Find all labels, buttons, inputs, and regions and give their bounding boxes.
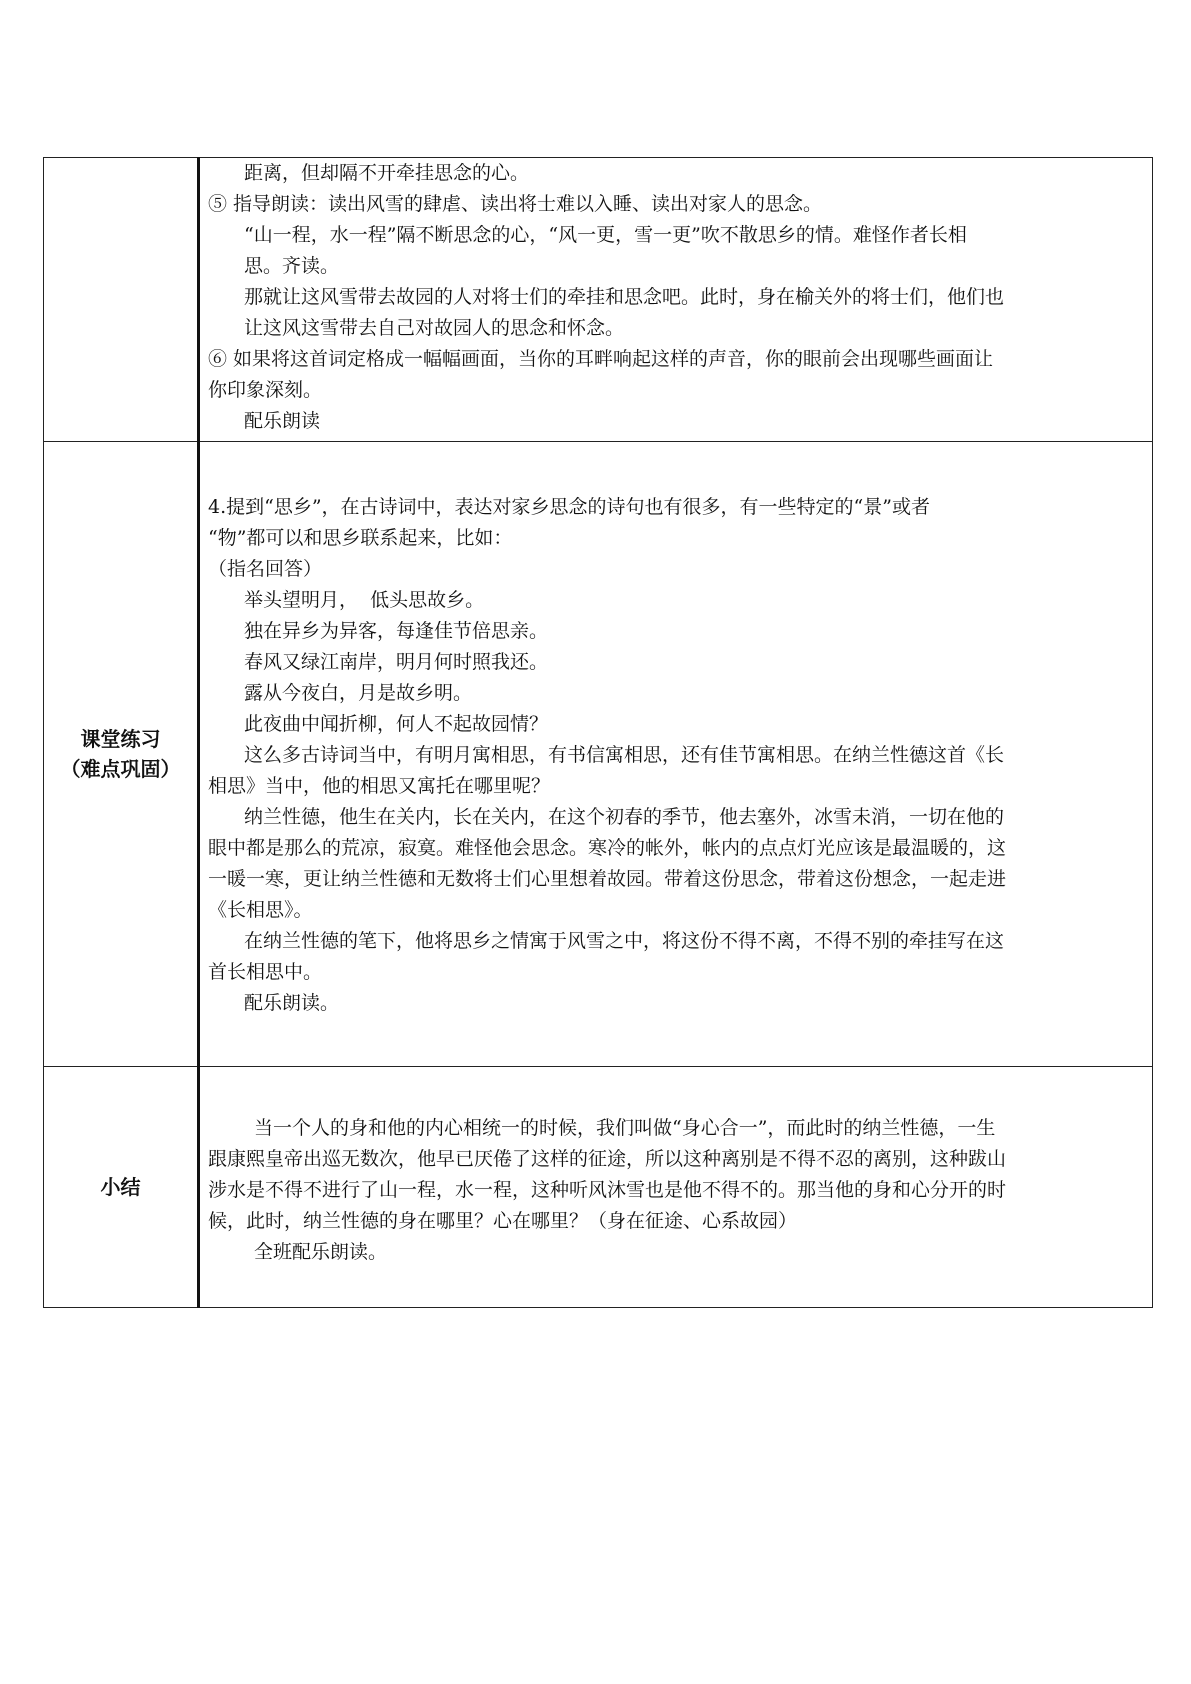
text-line: 配乐朗读 xyxy=(244,410,321,432)
text-line: 那就让这风雪带去故园的人对将士们的牵挂和思念吧。此时，身在榆关外的将士们，他们也 xyxy=(244,286,1005,308)
row-content-reading-guidance xyxy=(199,158,1153,442)
text-line: 露从今夜白，月是故乡明。 xyxy=(244,682,473,704)
text-line: 此夜曲中闻折柳，何人不起故园情？ xyxy=(244,713,549,735)
text-line: 跟康熙皇帝出巡无数次，他早已厌倦了这样的征途，所以这种离别是不得不忍的离别，这种跋山 xyxy=(208,1148,1007,1170)
text-line: “物”都可以和思乡联系起来，比如： xyxy=(208,527,513,549)
text-line: 距离，但却隔不开牵挂思念的心。 xyxy=(244,162,530,184)
text-line: 让这风这雪带去自己对故园人的思念和怀念。 xyxy=(244,317,625,339)
text-line: 当一个人的身和他的内心相统一的时候，我们叫做“身心合一”，而此时的纳兰性德，一生 xyxy=(254,1117,996,1139)
text-line: 全班配乐朗读。 xyxy=(254,1241,388,1263)
text-line: （指名回答） xyxy=(208,558,323,580)
table-row-classroom-practice xyxy=(44,442,1153,1067)
row-content-summary xyxy=(199,1067,1153,1308)
row-label-summary xyxy=(44,1067,199,1308)
text-line: ⑥ 如果将这首词定格成一幅幅画面，当你的耳畔响起这样的声音，你的眼前会出现哪些画面让 xyxy=(208,348,994,370)
text-line: 思。齐读。 xyxy=(244,255,340,277)
text-line: 首长相思中。 xyxy=(208,961,323,983)
text-line: ⑤ 指导朗读：读出风雪的肆虐、读出将士难以入睡、读出对家人的思念。 xyxy=(208,193,823,215)
text-line: “山一程，水一程”隔不断思念的心，“风一更，雪一更”吹不散思乡的情。难怪作者长相 xyxy=(244,224,967,246)
text-line: 纳兰性德，他生在关内，长在关内，在这个初春的季节，他去塞外，冰雪未消，一切在他的 xyxy=(244,806,1005,828)
row-label-classroom-practice xyxy=(44,442,199,1067)
text-line: 眼中都是那么的荒凉，寂寞。难怪他会思念。寒冷的帐外，帐内的点点灯光应该是最温暖的，这 xyxy=(208,837,1007,859)
row-label-empty xyxy=(44,158,199,442)
row-label-line: （难点巩固） xyxy=(60,757,181,781)
row-content-classroom-practice xyxy=(199,442,1153,1067)
text-line: 《长相思》。 xyxy=(208,899,313,921)
text-line: 配乐朗读。 xyxy=(244,992,340,1014)
row-label-line: 课堂练习 xyxy=(80,727,161,751)
text-line: 独在异乡为异客，每逢佳节倍思亲。 xyxy=(244,620,549,642)
text-line: 相思》当中，他的相思又寓托在哪里呢？ xyxy=(208,775,551,797)
lesson-plan-table xyxy=(43,157,1153,1308)
text-line: 一暖一寒，更让纳兰性德和无数将士们心里想着故园。带着这份思念，带着这份想念，一起走进 xyxy=(208,868,1007,890)
text-line: 春风又绿江南岸，明月何时照我还。 xyxy=(244,651,549,673)
text-line: 在纳兰性德的笔下，他将思乡之情寓于风雪之中，将这份不得不离，不得不别的牵挂写在这 xyxy=(244,930,1005,952)
text-line: 候，此时，纳兰性德的身在哪里？心在哪里？（身在征途、心系故园） xyxy=(208,1210,798,1232)
text-line: 你印象深刻。 xyxy=(208,379,323,401)
row-label-line: 小结 xyxy=(100,1175,141,1199)
text-line: 举头望明月， 低头思故乡。 xyxy=(244,589,485,611)
text-line: 4.提到“思乡”，在古诗词中，表达对家乡思念的诗句也有很多，有一些特定的“景”或者 xyxy=(208,496,930,518)
table-row-summary xyxy=(44,1067,1153,1308)
table-row-reading-guidance xyxy=(44,158,1153,442)
text-line: 涉水是不得不进行了山一程，水一程，这种听风沐雪也是他不得不的。那当他的身和心分开的时 xyxy=(208,1179,1007,1201)
text-line: 这么多古诗词当中，有明月寓相思，有书信寓相思，还有佳节寓相思。在纳兰性德这首《长 xyxy=(244,744,1005,766)
